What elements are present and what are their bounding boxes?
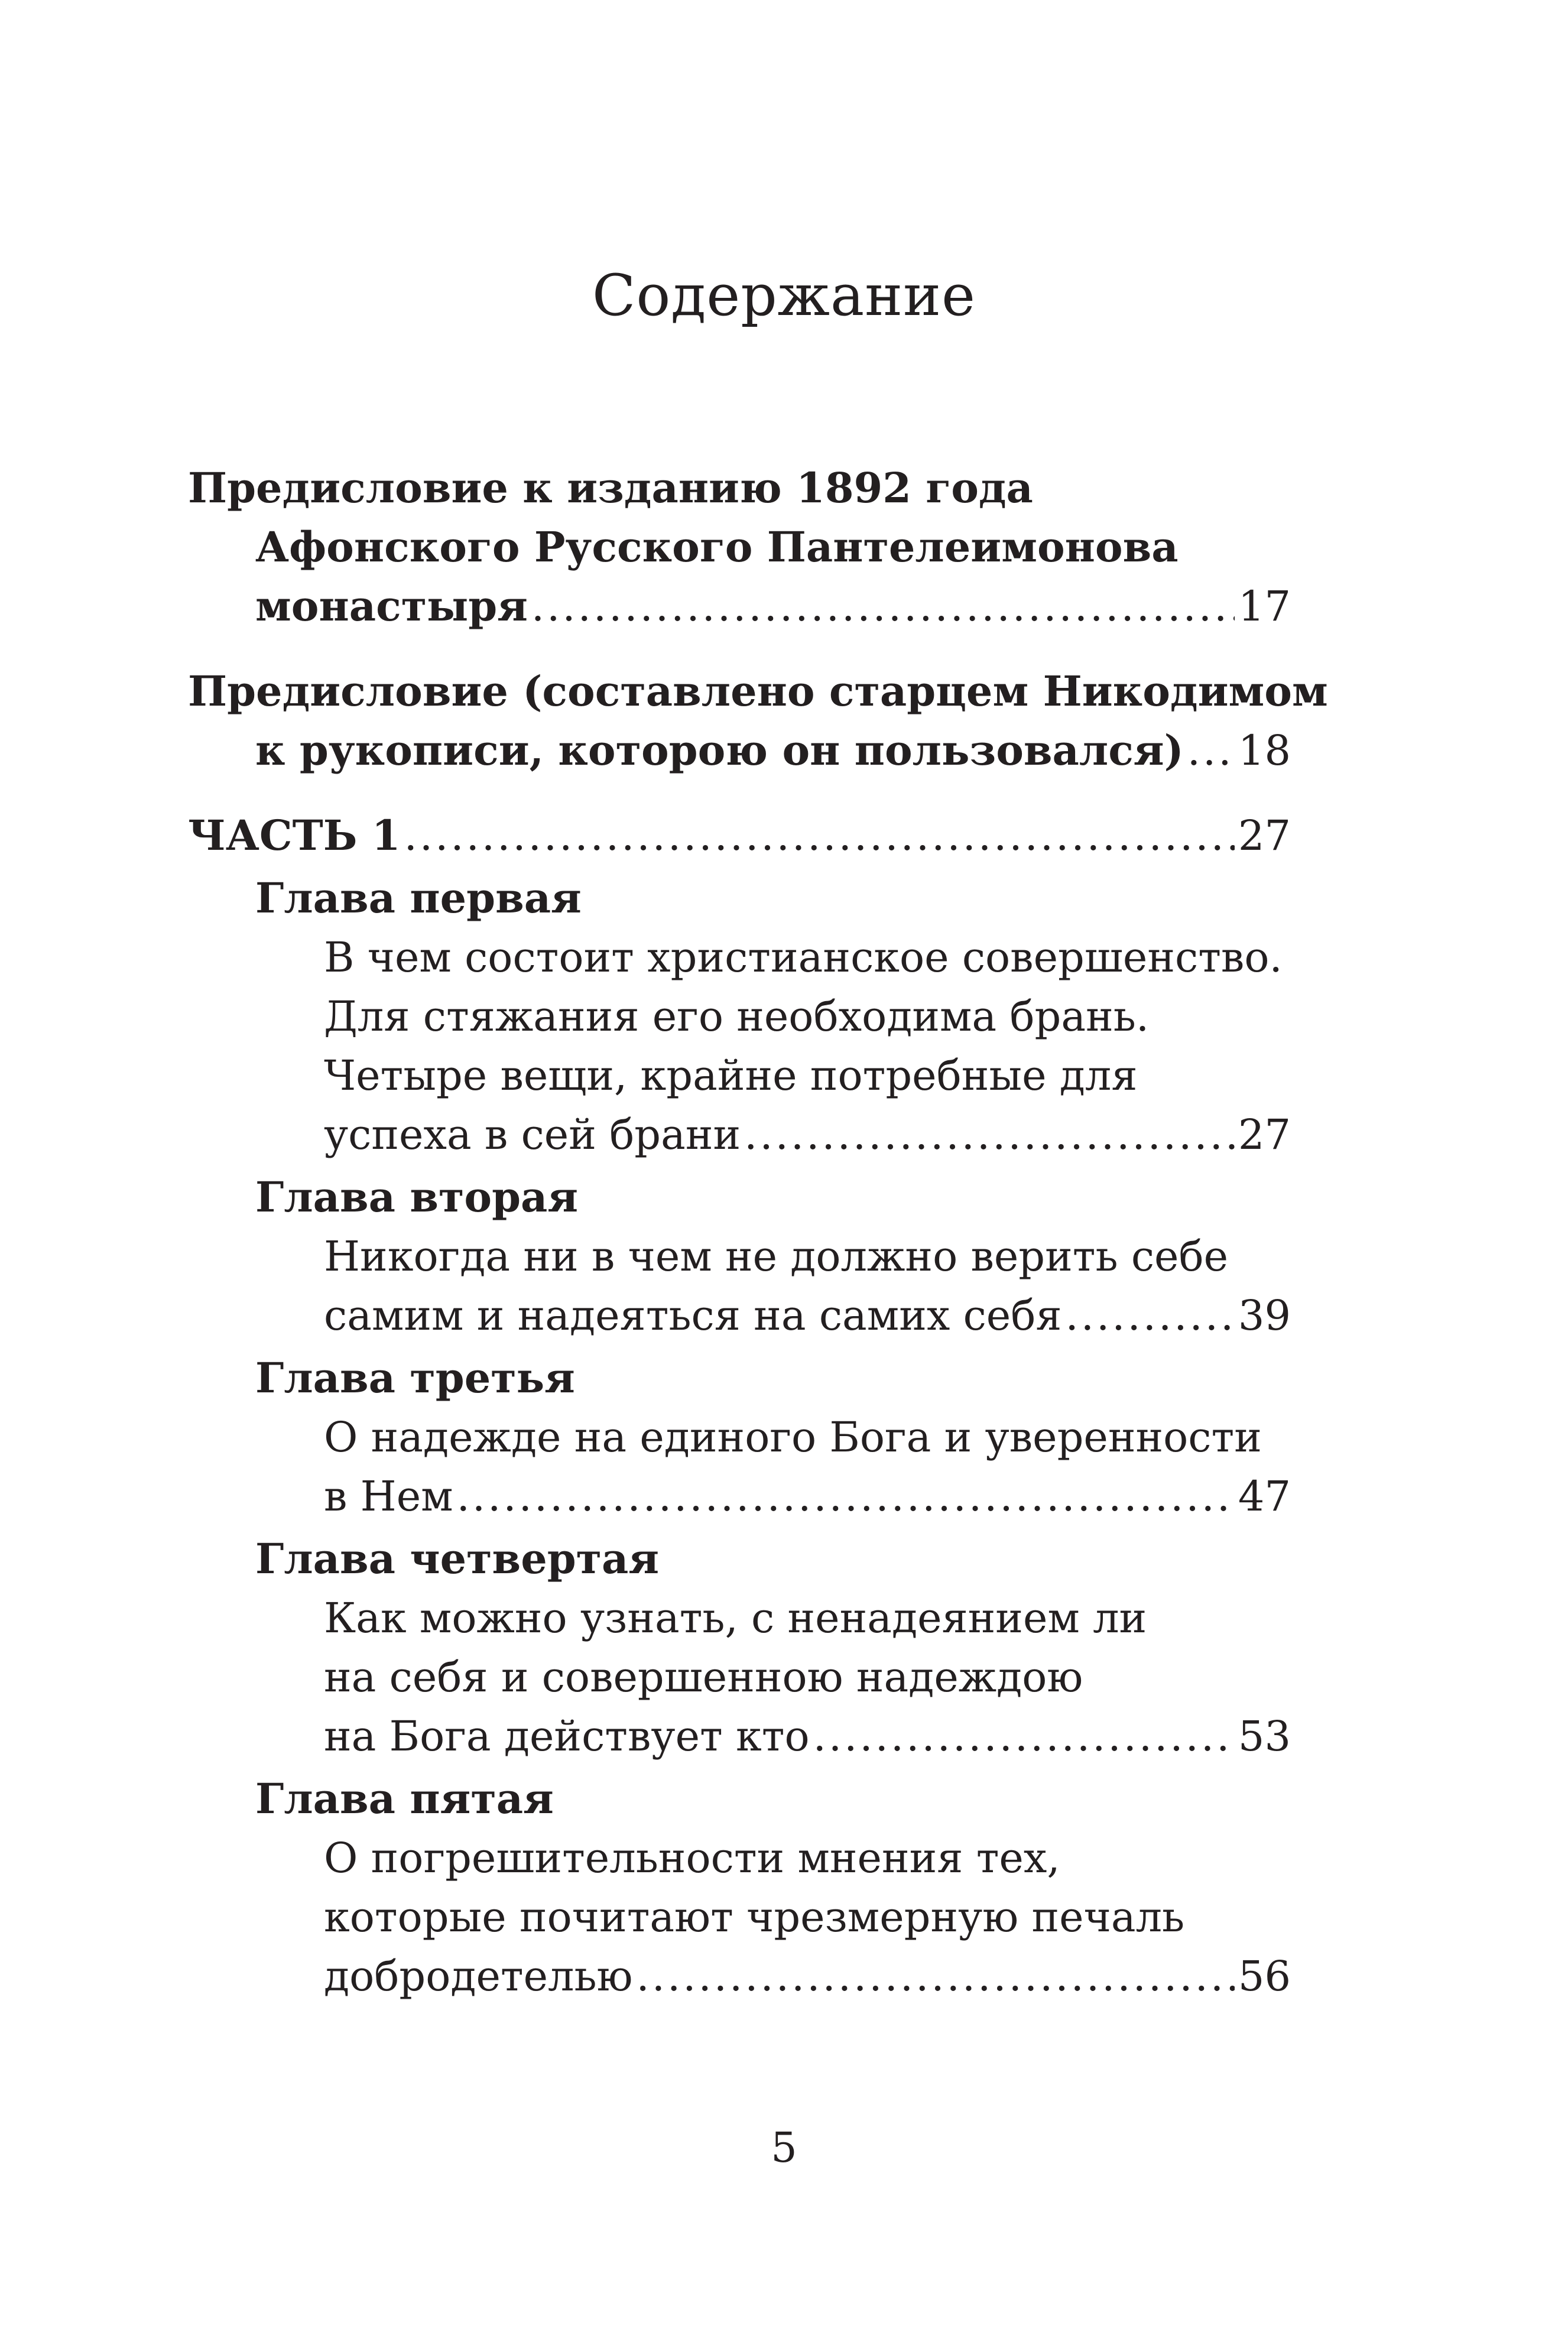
chapter-description: О надежде на единого Бога и уверенности (324, 1413, 1262, 1461)
chapter-description: самим и надеяться на самих себя ..... 39 (188, 1286, 1291, 1345)
dot-leader (637, 1947, 1235, 2006)
dot-leader (404, 806, 1235, 865)
table-of-contents (188, 459, 1328, 2006)
chapter-title: Глава третья (255, 1353, 575, 1402)
toc-entry-preface-1892[interactable] (188, 459, 1291, 636)
chapter-description: Четыре вещи, крайне потребные для (324, 1051, 1138, 1100)
toc-page-number: 27 (1238, 811, 1291, 860)
toc-page-number: 56 (1238, 1952, 1291, 2000)
dot-leader (744, 1105, 1235, 1164)
chapter-description: Как можно узнать, с ненадеянием ли (324, 1594, 1147, 1642)
toc-entry-chapter-2[interactable] (188, 1168, 1291, 1345)
toc-entry-part-1[interactable]: ЧАСТЬ 1 ..... 27 (188, 806, 1291, 865)
toc-entry-preface-nikodim[interactable] (188, 662, 1328, 780)
chapter-description: О погрешительности мнения тех, (324, 1834, 1060, 1882)
toc-entry-chapter-3[interactable] (188, 1349, 1291, 1526)
chapter-description: Никогда ни в чем не должно верить себе (324, 1232, 1229, 1281)
toc-page-number: 39 (1238, 1291, 1291, 1340)
dot-leader (457, 1467, 1235, 1526)
chapter-description: Для стяжания его необходима брань. (324, 992, 1150, 1041)
chapter-description: добродетелью ..... 56 (188, 1947, 1291, 2006)
chapter-description: В чем состоит христианское совершенство. (324, 933, 1283, 982)
toc-page-number: 18 (1238, 726, 1291, 775)
toc-entry-chapter-4[interactable] (188, 1529, 1291, 1766)
page-title: Содержание (592, 262, 976, 329)
toc-entry-text: к рукописи, которою он пользовался) ..... 18 (188, 721, 1291, 780)
dot-leader (531, 577, 1235, 636)
toc-entry-text: Предисловие к изданию 1892 года (188, 463, 1033, 512)
page-number: 5 (771, 2123, 797, 2172)
toc-entry-chapter-1[interactable] (188, 869, 1291, 1164)
dot-leader (1066, 1286, 1235, 1345)
toc-entry-text: Предисловие (составлено старцем Никодимом (188, 667, 1328, 716)
toc-entry-chapter-5[interactable] (188, 1769, 1291, 2006)
chapter-description: которые почитают чрезмерную печаль (324, 1893, 1185, 1941)
chapter-title: Глава первая (255, 873, 582, 923)
toc-entry-text: Афонского Русского Пантелеимонова (255, 522, 1179, 571)
chapter-description: успеха в сей брани ..... 27 (188, 1105, 1291, 1164)
chapter-description: в Нем ..... 47 (188, 1467, 1291, 1526)
toc-entry-text: монастыря ..... 17 (188, 577, 1291, 636)
chapter-title: Глава четвертая (255, 1534, 660, 1583)
toc-page-number: 53 (1238, 1712, 1291, 1761)
toc-page-number: 17 (1238, 582, 1291, 631)
chapter-title: Глава вторая (255, 1172, 579, 1222)
chapter-description: на Бога действует кто ..... 53 (188, 1707, 1291, 1766)
chapter-title: Глава пятая (255, 1774, 554, 1823)
toc-page-number: 47 (1238, 1472, 1291, 1521)
chapter-description: на себя и совершенною надеждою (324, 1653, 1083, 1701)
toc-page-number: 27 (1238, 1110, 1291, 1159)
dot-leader (813, 1707, 1235, 1766)
dot-leader (1187, 721, 1235, 780)
